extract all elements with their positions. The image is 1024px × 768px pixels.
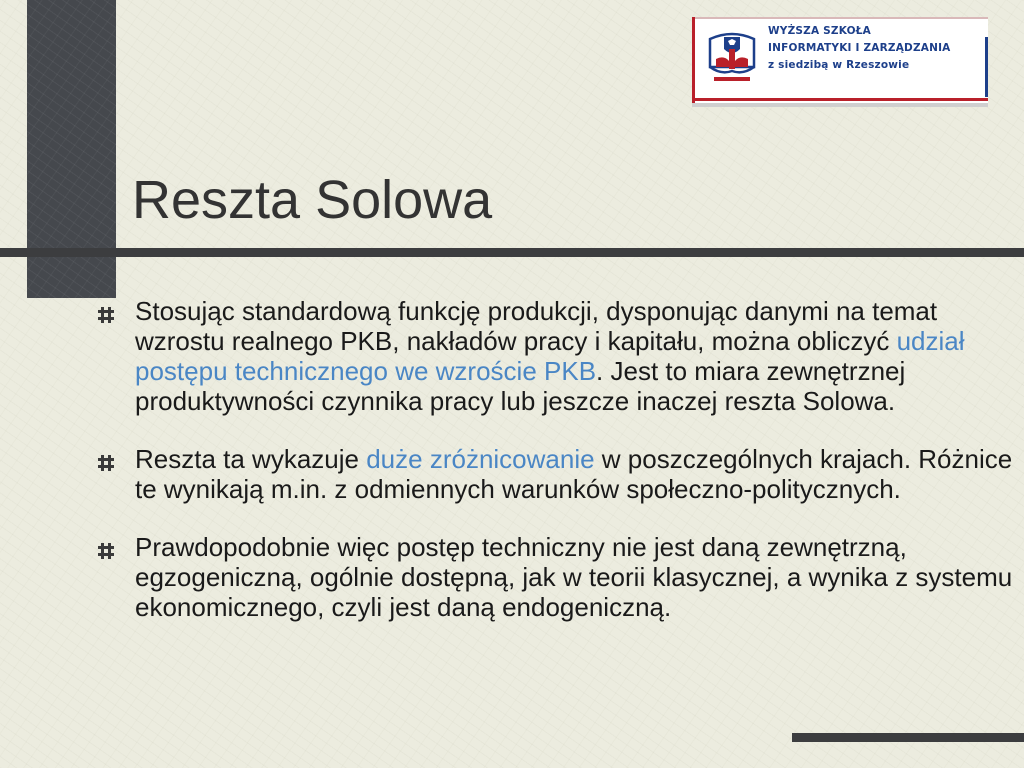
footer-divider-rule <box>792 733 1024 742</box>
hash-bullet-icon <box>98 543 114 559</box>
bullet-text: Stosując standardową funkcję produkcji, dysponując danymi na temat wzrostu realnego PKB, nakładów pracy i kapitału, można obliczyć <box>135 296 938 356</box>
logo-line-3: z siedzibą w Rzeszowie <box>768 59 910 71</box>
bullet-item <box>98 532 1013 622</box>
bullet-text: . Jest to miara zewnętrznej produktywności czynnika pracy lub jeszcze inaczej reszta Solowa. <box>135 356 906 416</box>
hash-bullet-icon <box>98 455 114 471</box>
logo-line-1: WYŻSZA SZKOŁA <box>768 25 871 37</box>
crest-emblem-icon <box>706 27 758 85</box>
bullet-text: Reszta ta wykazuje <box>135 444 367 474</box>
logo-frame-bottom-shadow <box>692 103 988 107</box>
logo-frame-left <box>692 17 695 107</box>
logo-frame-top <box>692 17 988 19</box>
slide-title: Reszta Solowa <box>132 170 493 230</box>
logo-frame-right <box>985 37 988 97</box>
bullet-text: Prawdopodobnie więc postęp techniczny nie jest daną zewnętrzną, egzogeniczną, ogólnie dostępną, jak w teorii klasycznej, a wynika z systemu ekonomicznego, czyli jest daną endogeniczną. <box>135 532 1013 622</box>
bullet-text: w poszczególnych krajach. Różnice te wynikają m.in. z odmiennych warunków społeczno-politycznych. <box>135 444 1013 504</box>
hash-bullet-icon <box>98 307 114 323</box>
bullet-item <box>98 444 1013 504</box>
bullet-highlight: duże zróżnicowanie <box>366 444 595 474</box>
logo-text <box>768 23 951 74</box>
logo-line-2: INFORMATYKI I ZARZĄDZANIA <box>768 42 951 54</box>
bullet-item <box>98 296 1013 416</box>
university-logo <box>692 17 988 107</box>
bullet-list <box>98 296 1013 650</box>
title-divider-rule <box>0 248 1024 257</box>
logo-frame-bottom <box>692 98 988 101</box>
bullet-highlight: udział postępu technicznego we wzroście PKB <box>135 326 965 386</box>
